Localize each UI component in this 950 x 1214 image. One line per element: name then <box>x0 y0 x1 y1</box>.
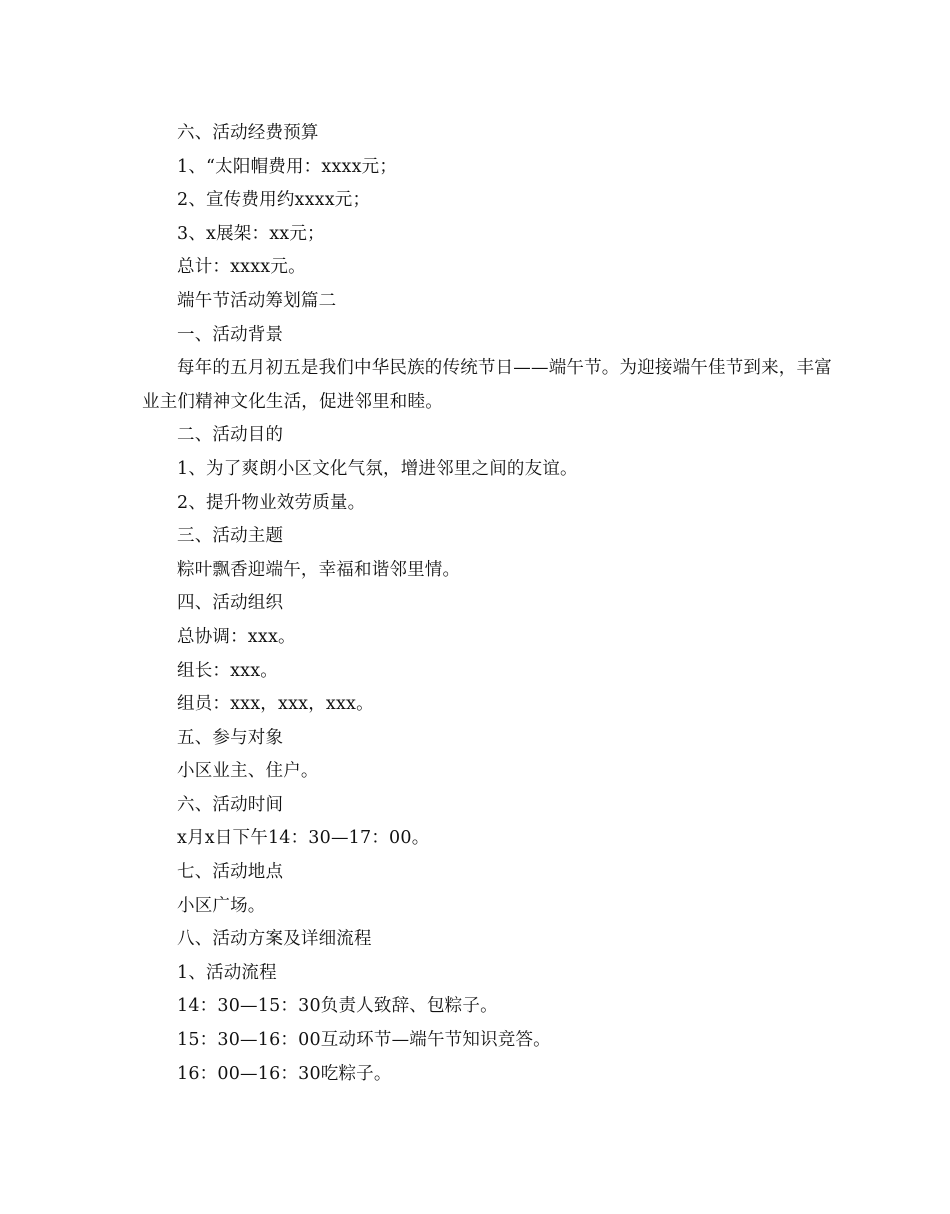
section-heading-participants: 五、参与对象 <box>177 727 284 748</box>
flow-item-2: 15：30—16：00互动环节—端午节知识竞答。 <box>177 1030 551 1051</box>
budget-item-promotion: 2、宣传费用约xxxx元； <box>177 190 371 211</box>
document-body <box>142 117 842 1091</box>
budget-total: 总计：xxxx元。 <box>177 257 306 278</box>
document-subtitle: 端午节活动筹划篇二 <box>177 290 337 311</box>
purpose-item-2: 2、提升物业效劳质量。 <box>177 492 366 513</box>
section-heading-plan: 八、活动方案及详细流程 <box>177 929 372 950</box>
section-heading-budget: 六、活动经费预算 <box>177 123 319 143</box>
section-heading-background: 一、活动背景 <box>177 324 284 345</box>
section-heading-location: 七、活动地点 <box>177 862 284 883</box>
section-heading-purpose: 二、活动目的 <box>177 425 284 446</box>
plan-subheading-flow: 1、活动流程 <box>177 962 277 983</box>
section-heading-time: 六、活动时间 <box>177 794 284 815</box>
flow-item-1: 14：30—15：30负责人致辞、包粽子。 <box>177 996 498 1017</box>
organization-members: 组员：xxx，xxx，xxx。 <box>177 694 374 715</box>
purpose-item-1: 1、为了爽朗小区文化气氛，增进邻里之间的友谊。 <box>177 458 578 479</box>
organization-leader: 组长：xxx。 <box>177 660 279 681</box>
section-heading-theme: 三、活动主题 <box>177 526 284 547</box>
budget-item-hats: 1、“太阳帽费用：xxxx元； <box>177 156 398 177</box>
budget-item-display-stand: 3、x展架：xx元； <box>177 223 325 244</box>
theme-text: 粽叶飘香迎端午，幸福和谐邻里情。 <box>177 559 461 580</box>
organization-coordinator: 总协调：xxx。 <box>177 626 296 647</box>
section-heading-organization: 四、活动组织 <box>177 593 284 614</box>
flow-item-3: 16：00—16：30吃粽子。 <box>177 1063 392 1084</box>
location-text: 小区广场。 <box>177 895 266 916</box>
time-text: x月x日下午14：30—17：00。 <box>177 828 430 849</box>
participants-text: 小区业主、住户。 <box>177 761 319 782</box>
background-paragraph: 每年的五月初五是我们中华民族的传统节日——端午节。为迎接端午佳节到来，丰富业主们精神文化生活，促进邻里和睦。 <box>142 358 832 412</box>
